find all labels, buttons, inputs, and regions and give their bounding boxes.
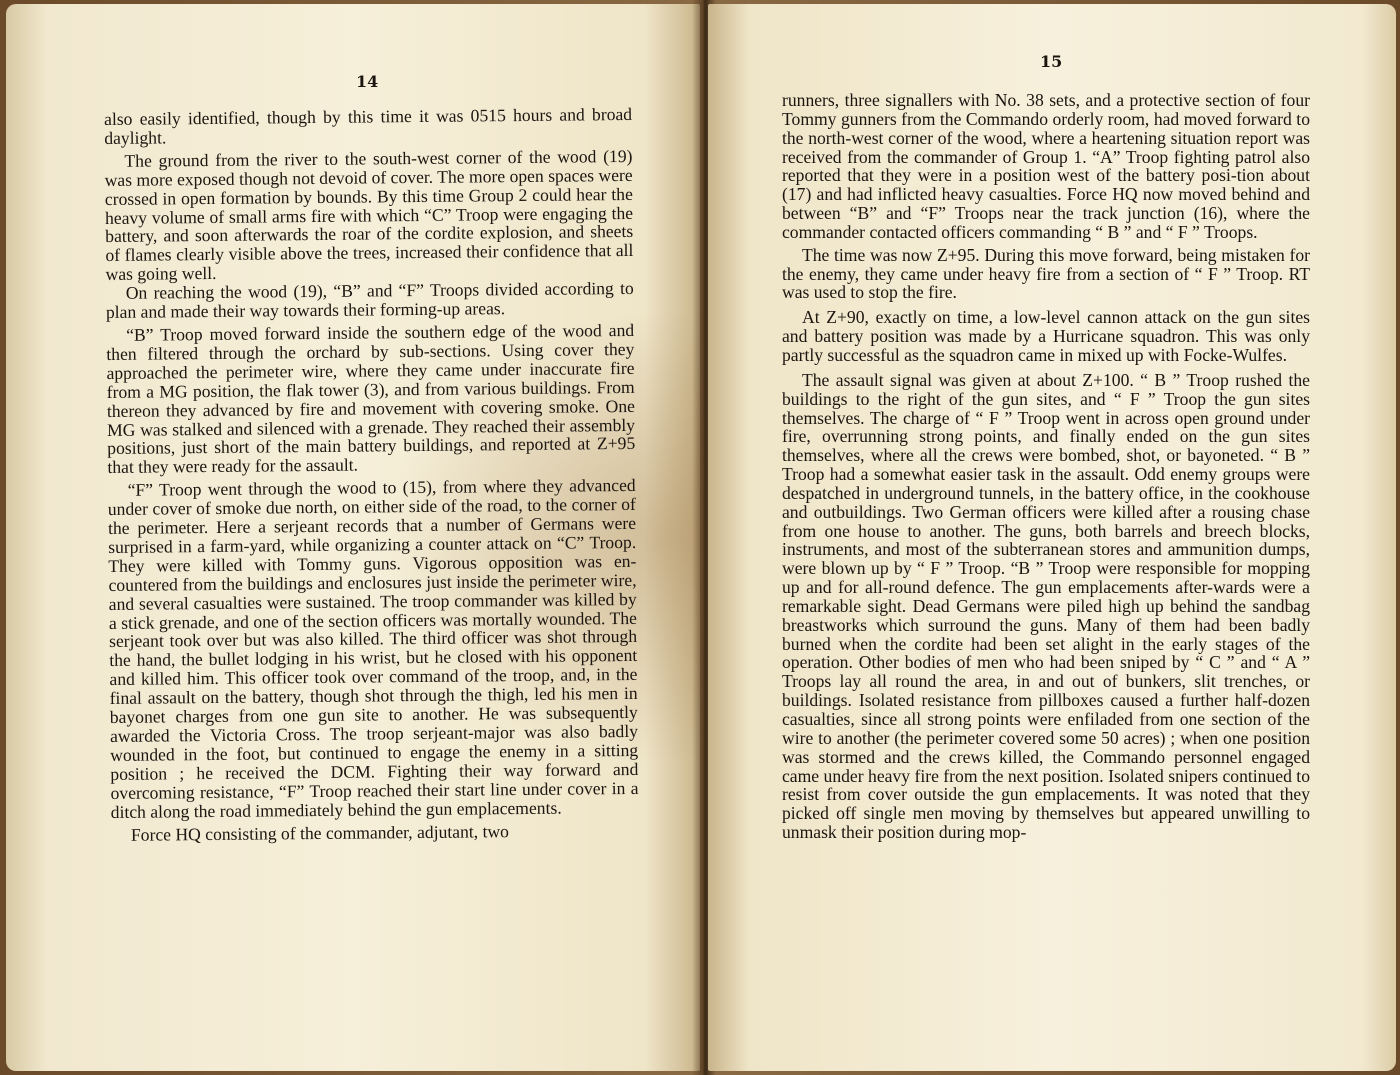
paragraph: The assault signal was given at about Z+100. “ B ” Troop rushed the buildings to the right of the gun sites, and “ F ” Troop the gun sites themselves. The charge of “ F ” Troop went in across open ground under fire, overrunning strong points, and finally ended on the gun sites themselves, where all the crews were bombed, shot, or bayoneted. “ B ” Troop had a somewhat easier task in the assault. Odd enemy groups were despatched in underground tunnels, in the battery office, in the cookhouse and outbuildings. Two German officers were killed after a rousing chase from one house to another. The guns, both barrels and breech blocks, instruments, and most of the subterranean stores and ammunition dumps, were blown up by “ F ” Troop. “B ” Troop were responsible for mopping up and for all-round defence. The gun emplacements after-wards were a remarkable sight. Dead Germans were piled high up behind the sandbag breastworks which surround the guns. Many of them had been badly burned when the cordite had been set alight in the early stages of the operation. Other bodies of men who had been sniped by “ C ” and “ A ” Troops lay all round the area, in and out of bunkers, slit trenches, or buildings. Isolated resistance from pillboxes caused a further half-dozen casualties, since all strong points were enfiladed from one section of the wire to another (the perimeter covered some 50 acres) ; when one position was stormed and the crews killed, the Commando personnel engaged came under heavy fire from the next position. Isolated snipers continued to resist from cover outside the gun emplacements. It was noted that they picked off single men moving by themselves but appeared unwilling to unmask their position during mop- [782,369,1310,843]
paragraph: The ground from the river to the south-west corner of the wood (19) was more exposed though not devoid of cover. The more open spaces were crossed in open formation by bounds. By this time Group 2 could hear the heavy volume of small arms fire with which “C” Troop were engaging the battery, and soon afterwards the roar of the cordite explosion, and sheets of flames clearly visible above the trees, increased their confidence that all was going well. [104,145,634,285]
page-number: 15 [1040,52,1063,71]
page-body [104,105,639,844]
paragraph: runners, three signallers with No. 38 sets, and a protective section of four Tommy gunners from the Commando orderly room, had moved forward to the north-west corner of the wood, where a heartening situation report was received from the commander of Group 1. “A” Troop fighting patrol also reported that they were in a position west of the battery posi-tion about (17) and had inflicted heavy casualties. Force HQ now moved behind and between “B” and “F” Troops near the track junction (16), where the commander contacted officers commanding “ B ” and “ F ” Troops. [782,90,1310,242]
paragraph: “F” Troop went through the wood to (15), from where they advanced under cover of smoke due north, on either side of the road, to the corner of the perimeter. Here a serjeant records that a number of Germans were surprised in a farm-yard, while organizing a counter attack on “C” Troop. They were killed with Tommy guns. Vigorous opposition was en-countered from the buildings and enclosures just inside the perimeter wire, and several casualties were sustained. The troop commander was killed by a stick grenade, and one of the section officers was mortally wounded. The serjeant took over but was also killed. The third officer was shot through the hand, the bullet lodging in his wrist, but he closed with his opponent and killed him. This officer took over command of the troop, and, in the final assault on the battery, though shot through the thigh, led his men in bayonet charges from one gun site to another. He was subsequently awarded the Victoria Cross. The troop serjeant-major was also badly wounded in the foot, but continued to engage the enemy in a sitting position ; he received the DCM. Fighting their way forward and overcoming resistance, “F” Troop reached their start line under cover in a ditch along the road immediately behind the gun emplacements. [107,475,639,822]
page-number: 14 [356,72,379,91]
left-page [6,4,700,1071]
paragraph: The time was now Z+95. During this move forward, being mistaken for the enemy, they came under heavy fire from a section of “ F ” Troop. RT was used to stop the fire. [782,244,1310,303]
paragraph: At Z+90, exactly on time, a low-level cannon attack on the gun sites and battery position was made by a Hurricane squadron. This was only partly successful as the squadron came in mixed up with Focke-Wulfes. [782,307,1310,365]
paragraph: “B” Troop moved forward inside the southern edge of the wood and then filtered through the orchard by sub-sections. Using cover they approached the perimeter wire, where they came under inaccurate fire from a MG position, the flak tower (3), and from various buildings. From thereon they advanced by fire and movement with covering smoke. One MG was stalked and silenced with a grenade. They reached their assembly positions, just short of the main battery buildings, and reported at Z+95 that they were ready for the assault. [106,319,636,478]
page-body [782,91,1310,842]
right-page [708,4,1396,1071]
paragraph: Force HQ consisting of the commander, adjutant, two [130,820,510,845]
paragraph: also easily identified, though by this time it was 0515 hours and broad daylight. [103,103,633,148]
paragraph: On reaching the wood (19), “B” and “F” Troops divided according to plan and made their way towards their forming-up areas. [105,278,634,323]
